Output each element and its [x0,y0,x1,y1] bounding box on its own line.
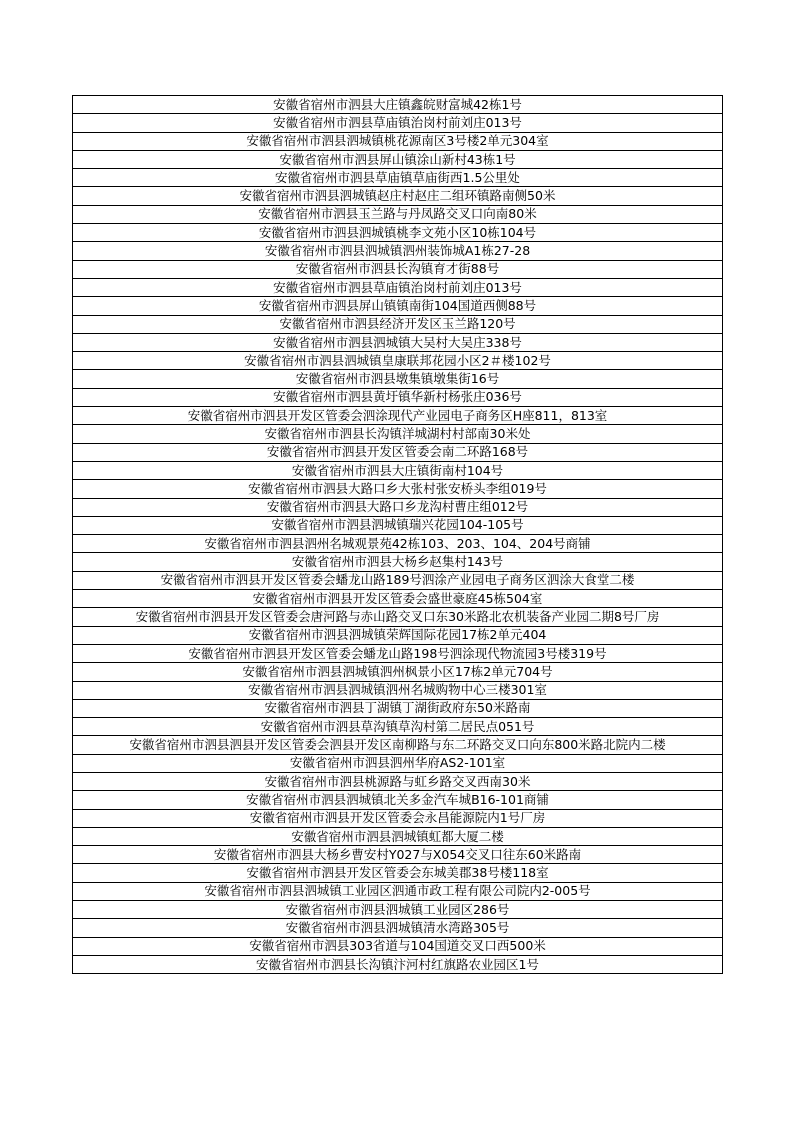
address-cell: 安徽省宿州市泗县泗州名城观景苑42栋103、203、104、204号商铺 [73,535,723,553]
table-row [73,114,723,132]
table-row [73,736,723,754]
address-cell: 安徽省宿州市泗县开发区管委会永昌能源院内1号厂房 [73,809,723,827]
table-row [73,516,723,534]
table-row [73,608,723,626]
address-cell: 安徽省宿州市泗县长沟镇育才街88号 [73,260,723,278]
table-row [73,809,723,827]
table-row [73,919,723,937]
address-cell: 安徽省宿州市泗县草庙镇治岗村前刘庄013号 [73,114,723,132]
table-row [73,882,723,900]
table-row [73,425,723,443]
address-cell: 安徽省宿州市泗县泗县开发区管委会泗县开发区南柳路与东二环路交叉口向东800米路北院内二楼 [73,736,723,754]
table-row [73,169,723,187]
address-cell: 安徽省宿州市泗县长沟镇汴河村红旗路农业园区1号 [73,955,723,973]
address-cell: 安徽省宿州市泗县草庙镇草庙街西1.5公里处 [73,169,723,187]
table-row [73,846,723,864]
address-cell: 安徽省宿州市泗县开发区管委会东城美郡38号楼118室 [73,864,723,882]
table-row [73,260,723,278]
address-cell: 安徽省宿州市泗县大路口乡大张村张安桥头李组019号 [73,480,723,498]
table-row [73,754,723,772]
address-cell: 安徽省宿州市泗县泗城镇桃花源南区3号楼2单元304室 [73,132,723,150]
address-table [72,95,723,974]
address-cell: 安徽省宿州市泗县泗城镇桃李文苑小区10栋104号 [73,224,723,242]
address-cell: 安徽省宿州市泗县泗城镇泗州枫景小区17栋2单元704号 [73,663,723,681]
table-row [73,901,723,919]
table-row [73,96,723,114]
address-cell: 安徽省宿州市泗县303省道与104国道交叉口西500米 [73,937,723,955]
address-cell: 安徽省宿州市泗县草庙镇治岗村前刘庄013号 [73,278,723,296]
address-cell: 安徽省宿州市泗县桃源路与虹乡路交叉西南30米 [73,772,723,790]
address-cell: 安徽省宿州市泗县黄圩镇华新村杨张庄036号 [73,388,723,406]
address-cell: 安徽省宿州市泗县大杨乡曹安村Y027与X054交叉口往东60米路南 [73,846,723,864]
address-cell: 安徽省宿州市泗县经济开发区玉兰路120号 [73,315,723,333]
address-cell: 安徽省宿州市泗县屏山镇镇南街104国道西侧88号 [73,297,723,315]
address-cell: 安徽省宿州市泗县泗州华府AS2-101室 [73,754,723,772]
address-cell: 安徽省宿州市泗县泗城镇赵庄村赵庄二组环镇路南侧50米 [73,187,723,205]
address-cell: 安徽省宿州市泗县泗城镇泗州装饰城A1栋27-28 [73,242,723,260]
table-row [73,663,723,681]
table-row [73,626,723,644]
table-row [73,205,723,223]
address-cell: 安徽省宿州市泗县大庄镇街南村104号 [73,461,723,479]
address-table-body [73,96,723,974]
table-row [73,699,723,717]
address-cell: 安徽省宿州市泗县泗城镇清水湾路305号 [73,919,723,937]
address-cell: 安徽省宿州市泗县大路口乡龙沟村曹庄组012号 [73,498,723,516]
address-cell: 安徽省宿州市泗县长沟镇洋城湖村村部南30米处 [73,425,723,443]
address-cell: 安徽省宿州市泗县泗城镇皇康联邦花园小区2＃楼102号 [73,352,723,370]
address-cell: 安徽省宿州市泗县开发区管委会唐河路与赤山路交叉口东30米路北农机装备产业园二期8号厂房 [73,608,723,626]
address-cell: 安徽省宿州市泗县开发区管委会南二环路168号 [73,443,723,461]
table-row [73,571,723,589]
table-row [73,718,723,736]
table-row [73,224,723,242]
address-cell: 安徽省宿州市泗县开发区管委会蟠龙山路198号泗涂现代物流园3号楼319号 [73,644,723,662]
table-row [73,242,723,260]
address-cell: 安徽省宿州市泗县泗城镇北关多金汽车城B16-101商铺 [73,791,723,809]
address-cell: 安徽省宿州市泗县泗城镇泗州名城购物中心三楼301室 [73,681,723,699]
address-cell: 安徽省宿州市泗县泗城镇瑞兴花园104-105号 [73,516,723,534]
table-row [73,315,723,333]
table-row [73,644,723,662]
table-row [73,132,723,150]
table-row [73,278,723,296]
table-row [73,333,723,351]
address-cell: 安徽省宿州市泗县泗城镇工业园区286号 [73,901,723,919]
table-row [73,791,723,809]
address-cell: 安徽省宿州市泗县草沟镇草沟村第二居民点051号 [73,718,723,736]
address-cell: 安徽省宿州市泗县泗城镇荣辉国际花园17栋2单元404 [73,626,723,644]
table-row [73,955,723,973]
table-row [73,187,723,205]
table-row [73,352,723,370]
address-cell: 安徽省宿州市泗县泗城镇工业园区泗通市政工程有限公司院内2-005号 [73,882,723,900]
address-cell: 安徽省宿州市泗县泗城镇虹都大厦二楼 [73,827,723,845]
table-row [73,864,723,882]
table-row [73,590,723,608]
address-cell: 安徽省宿州市泗县玉兰路与丹凤路交叉口向南80米 [73,205,723,223]
table-row [73,937,723,955]
table-row [73,461,723,479]
address-cell: 安徽省宿州市泗县屏山镇涂山新村43栋1号 [73,150,723,168]
table-row [73,772,723,790]
table-row [73,407,723,425]
address-cell: 安徽省宿州市泗县开发区管委会蟠龙山路189号泗涂产业园电子商务区泗涂大食堂二楼 [73,571,723,589]
address-cell: 安徽省宿州市泗县大庄镇鑫皖财富城42栋1号 [73,96,723,114]
address-cell: 安徽省宿州市泗县泗城镇大吴村大吴庄338号 [73,333,723,351]
table-row [73,553,723,571]
table-row [73,535,723,553]
table-row [73,498,723,516]
table-row [73,827,723,845]
address-cell: 安徽省宿州市泗县墩集镇墩集街16号 [73,370,723,388]
address-cell: 安徽省宿州市泗县丁湖镇丁湖街政府东50米路南 [73,699,723,717]
table-row [73,370,723,388]
table-row [73,388,723,406]
address-cell: 安徽省宿州市泗县大杨乡赵集村143号 [73,553,723,571]
table-row [73,297,723,315]
table-row [73,480,723,498]
table-row [73,681,723,699]
address-cell: 安徽省宿州市泗县开发区管委会泗涂现代产业园电子商务区H座811，813室 [73,407,723,425]
address-cell: 安徽省宿州市泗县开发区管委会盛世豪庭45栋504室 [73,590,723,608]
table-row [73,443,723,461]
table-row [73,150,723,168]
